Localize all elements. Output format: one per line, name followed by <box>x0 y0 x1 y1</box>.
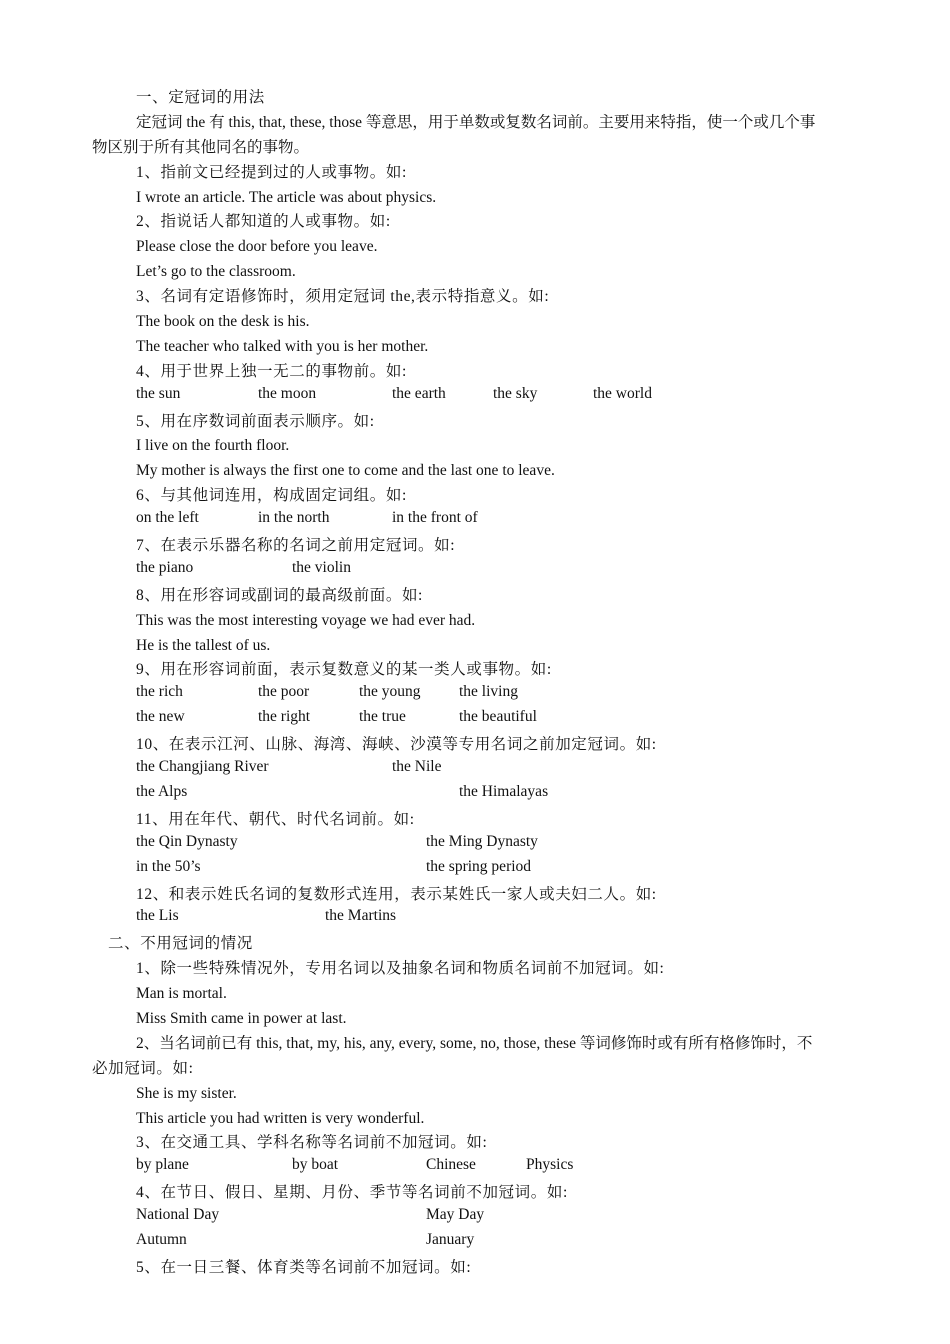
rule-heading: 12、和表示姓氏名词的复数形式连用，表示某姓氏一家人或夫妇二人。如: <box>136 885 657 903</box>
rule-heading: 4、在节日、假日、星期、月份、季节等名词前不加冠词。如: <box>136 1184 568 1202</box>
example-item: the new <box>136 708 185 726</box>
example-line: I wrote an article. The article was about physics. <box>136 188 437 206</box>
example-item: by plane <box>136 1156 189 1174</box>
example-line: This article you had written is very wonderful. <box>136 1109 425 1127</box>
example-item: the Martins <box>325 907 397 925</box>
example-item: the poor <box>258 683 310 701</box>
example-item: the right <box>258 708 311 726</box>
rule-heading: 1、除一些特殊情况外，专用名词以及抽象名词和物质名词前不加冠词。如: <box>136 960 665 978</box>
example-item: the piano <box>136 558 194 576</box>
example-row <box>0 385 950 410</box>
rule-heading: 2、当名词前已有 this, that, my, his, any, every, some, no, those, these 等词修饰时或有所有格修饰时，不 <box>136 1034 813 1052</box>
example-row <box>0 858 950 883</box>
rule-heading: 7、在表示乐器名称的名词之前用定冠词。如: <box>136 537 456 555</box>
example-item: the Lis <box>136 907 179 925</box>
example-item: the moon <box>258 384 317 402</box>
rule-heading: 2、指说话人都知道的人或事物。如: <box>136 213 391 231</box>
rule-heading: 3、名词有定语修饰时，须用定冠词 the,表示特指意义。如: <box>136 288 550 306</box>
example-item: Autumn <box>136 1230 187 1248</box>
paragraph-line: 定冠词 the 有 this, that, these, those 等意思，用于单数或复数名词前。主要用来特指，使一个或几个事 <box>136 113 816 131</box>
example-row <box>0 559 950 584</box>
rule-heading: 9、用在形容词前面，表示复数意义的某一类人或事物。如: <box>136 661 552 679</box>
example-item: the rich <box>136 683 183 701</box>
rule-heading: 4、用于世界上独一无二的事物前。如: <box>136 362 407 380</box>
rule-heading: 8、用在形容词或副词的最高级前面。如: <box>136 586 423 604</box>
example-item: the Alps <box>136 782 188 800</box>
paragraph-line: 必加冠词。如: <box>92 1059 194 1077</box>
example-row <box>0 683 950 708</box>
example-line: Miss Smith came in power at last. <box>136 1009 347 1027</box>
example-item: on the left <box>136 509 199 527</box>
document-page <box>0 86 950 1281</box>
example-row <box>0 1156 950 1181</box>
example-line: Man is mortal. <box>136 985 227 1003</box>
example-item: the Nile <box>392 758 442 776</box>
example-line: Please close the door before you leave. <box>136 238 378 256</box>
example-item: the spring period <box>426 857 532 875</box>
rule-heading: 3、在交通工具、学科名称等名词前不加冠词。如: <box>136 1134 488 1152</box>
example-row <box>0 758 950 783</box>
example-line: I live on the fourth floor. <box>136 437 290 455</box>
rule-heading: 11、用在年代、朝代、时代名词前。如: <box>136 810 415 828</box>
example-item: May Day <box>426 1206 485 1224</box>
example-row <box>0 509 950 534</box>
example-item: in the 50’s <box>136 857 201 875</box>
example-item: the beautiful <box>459 708 537 726</box>
example-item: the Changjiang River <box>136 758 269 776</box>
example-item: the Ming Dynasty <box>426 832 538 850</box>
example-item: National Day <box>136 1206 220 1224</box>
example-item: the young <box>359 683 421 701</box>
example-row <box>0 1231 950 1256</box>
example-item: the Qin Dynasty <box>136 832 238 850</box>
example-line: She is my sister. <box>136 1084 237 1102</box>
example-row <box>0 708 950 733</box>
example-item: January <box>426 1230 475 1248</box>
example-item: the sun <box>136 384 181 402</box>
example-row <box>0 783 950 808</box>
example-item: the Himalayas <box>459 782 549 800</box>
section-heading-1: 一、定冠词的用法 <box>136 89 265 106</box>
example-line: He is the tallest of us. <box>136 636 271 654</box>
example-row <box>0 907 950 932</box>
example-row <box>0 1206 950 1231</box>
example-item: the world <box>593 384 652 402</box>
rule-heading: 1、指前文已经提到过的人或事物。如: <box>136 163 407 181</box>
example-line: This was the most interesting voyage we had ever had. <box>136 611 476 629</box>
example-item: the violin <box>292 558 351 576</box>
example-item: Physics <box>526 1156 574 1174</box>
section-heading-2: 二、不用冠词的情况 <box>108 935 253 953</box>
example-item: the earth <box>392 384 446 402</box>
example-item: Chinese <box>426 1156 476 1174</box>
example-line: The book on the desk is his. <box>136 313 310 331</box>
example-item: in the front of <box>392 509 478 527</box>
example-line: The teacher who talked with you is her mother. <box>136 337 429 355</box>
example-item: by boat <box>292 1156 339 1174</box>
example-line: My mother is always the first one to come and the last one to leave. <box>136 462 555 480</box>
example-item: the true <box>359 708 406 726</box>
example-item: the sky <box>493 384 538 402</box>
paragraph-line: 物区别于所有其他同名的事物。 <box>92 138 310 156</box>
example-line: Let’s go to the classroom. <box>136 263 296 281</box>
rule-heading: 6、与其他词连用，构成固定词组。如: <box>136 487 407 505</box>
example-row <box>0 833 950 858</box>
rule-heading: 10、在表示江河、山脉、海湾、海峡、沙漠等专用名词之前加定冠词。如: <box>136 736 657 754</box>
rule-heading: 5、在一日三餐、体育类等名词前不加冠词。如: <box>136 1258 472 1276</box>
example-item: in the north <box>258 509 330 527</box>
example-item: the living <box>459 683 518 701</box>
rule-heading: 5、用在序数词前面表示顺序。如: <box>136 412 375 430</box>
